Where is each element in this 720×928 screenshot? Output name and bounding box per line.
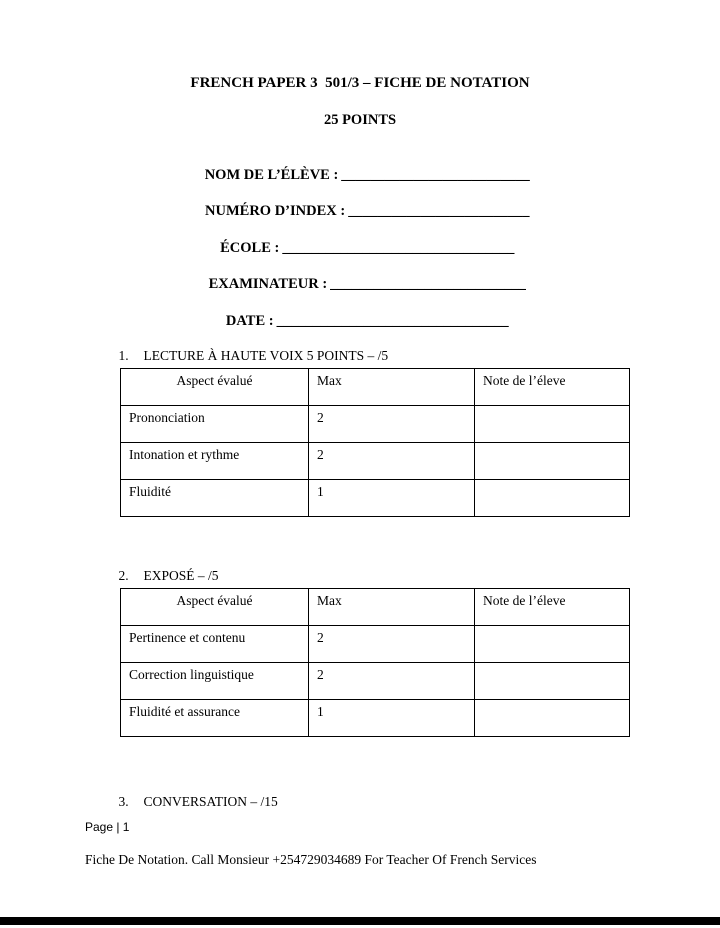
heading-text: EXPOSÉ – /5 <box>143 568 219 583</box>
page-number-label: Page | 1 <box>85 820 130 834</box>
field-blank-line: ___________________________ <box>330 276 526 292</box>
aspect-cell: Intonation et rythme <box>121 443 309 480</box>
lecture-score-table <box>120 368 630 517</box>
note-cell <box>475 663 630 700</box>
aspect-cell: Prononciation <box>121 406 309 443</box>
field-label: NUMÉRO D’INDEX : <box>205 203 346 219</box>
table-header-row <box>121 369 630 406</box>
header-aspect: Aspect évalué <box>121 369 309 406</box>
header-note: Note de l’éleve <box>475 369 630 406</box>
section-3-heading <box>105 776 278 827</box>
list-number: 2. <box>118 568 129 583</box>
heading-text: LECTURE À HAUTE VOIX 5 POINTS – /5 <box>143 348 389 363</box>
table-header-row <box>121 589 630 626</box>
max-cell: 1 <box>309 480 475 517</box>
max-cell: 2 <box>309 443 475 480</box>
max-cell: 2 <box>309 663 475 700</box>
document-title: FRENCH PAPER 3 501/3 – FICHE DE NOTATION <box>190 75 530 91</box>
aspect-cell: Fluidité <box>121 480 309 517</box>
field-blank-line: _________________________ <box>348 203 530 219</box>
field-label: ÉCOLE : <box>220 240 280 256</box>
note-cell <box>475 406 630 443</box>
header-note: Note de l’éleve <box>475 589 630 626</box>
aspect-cell: Fluidité et assurance <box>121 700 309 737</box>
field-blank-line: ________________________________ <box>276 313 509 329</box>
header-max: Max <box>309 369 475 406</box>
bottom-separator-bar <box>0 917 720 925</box>
expose-score-table <box>120 588 630 737</box>
max-cell: 1 <box>309 700 475 737</box>
table-row <box>121 406 630 443</box>
list-number: 3. <box>118 794 129 809</box>
field-blank-line: ________________________________ <box>282 240 515 256</box>
aspect-cell: Pertinence et contenu <box>121 626 309 663</box>
footer-note: Fiche De Notation. Call Monsieur +254729034689 For Teacher Of French Services <box>85 852 537 867</box>
table-row <box>121 663 630 700</box>
table-row <box>121 626 630 663</box>
header-aspect: Aspect évalué <box>121 589 309 626</box>
note-cell <box>475 700 630 737</box>
field-blank-line: __________________________ <box>341 167 530 183</box>
field-label: NOM DE L’ÉLÈVE : <box>204 167 339 183</box>
max-cell: 2 <box>309 626 475 663</box>
list-number: 1. <box>118 348 129 363</box>
table-row <box>121 443 630 480</box>
max-cell: 2 <box>309 406 475 443</box>
note-cell <box>475 626 630 663</box>
table-row <box>121 480 630 517</box>
points-subtitle: 25 POINTS <box>323 112 397 128</box>
field-label: DATE : <box>225 313 274 329</box>
field-label: EXAMINATEUR : <box>208 276 328 292</box>
note-cell <box>475 480 630 517</box>
table-row <box>121 700 630 737</box>
heading-text: CONVERSATION – /15 <box>143 794 278 809</box>
note-cell <box>475 443 630 480</box>
header-max: Max <box>309 589 475 626</box>
aspect-cell: Correction linguistique <box>121 663 309 700</box>
